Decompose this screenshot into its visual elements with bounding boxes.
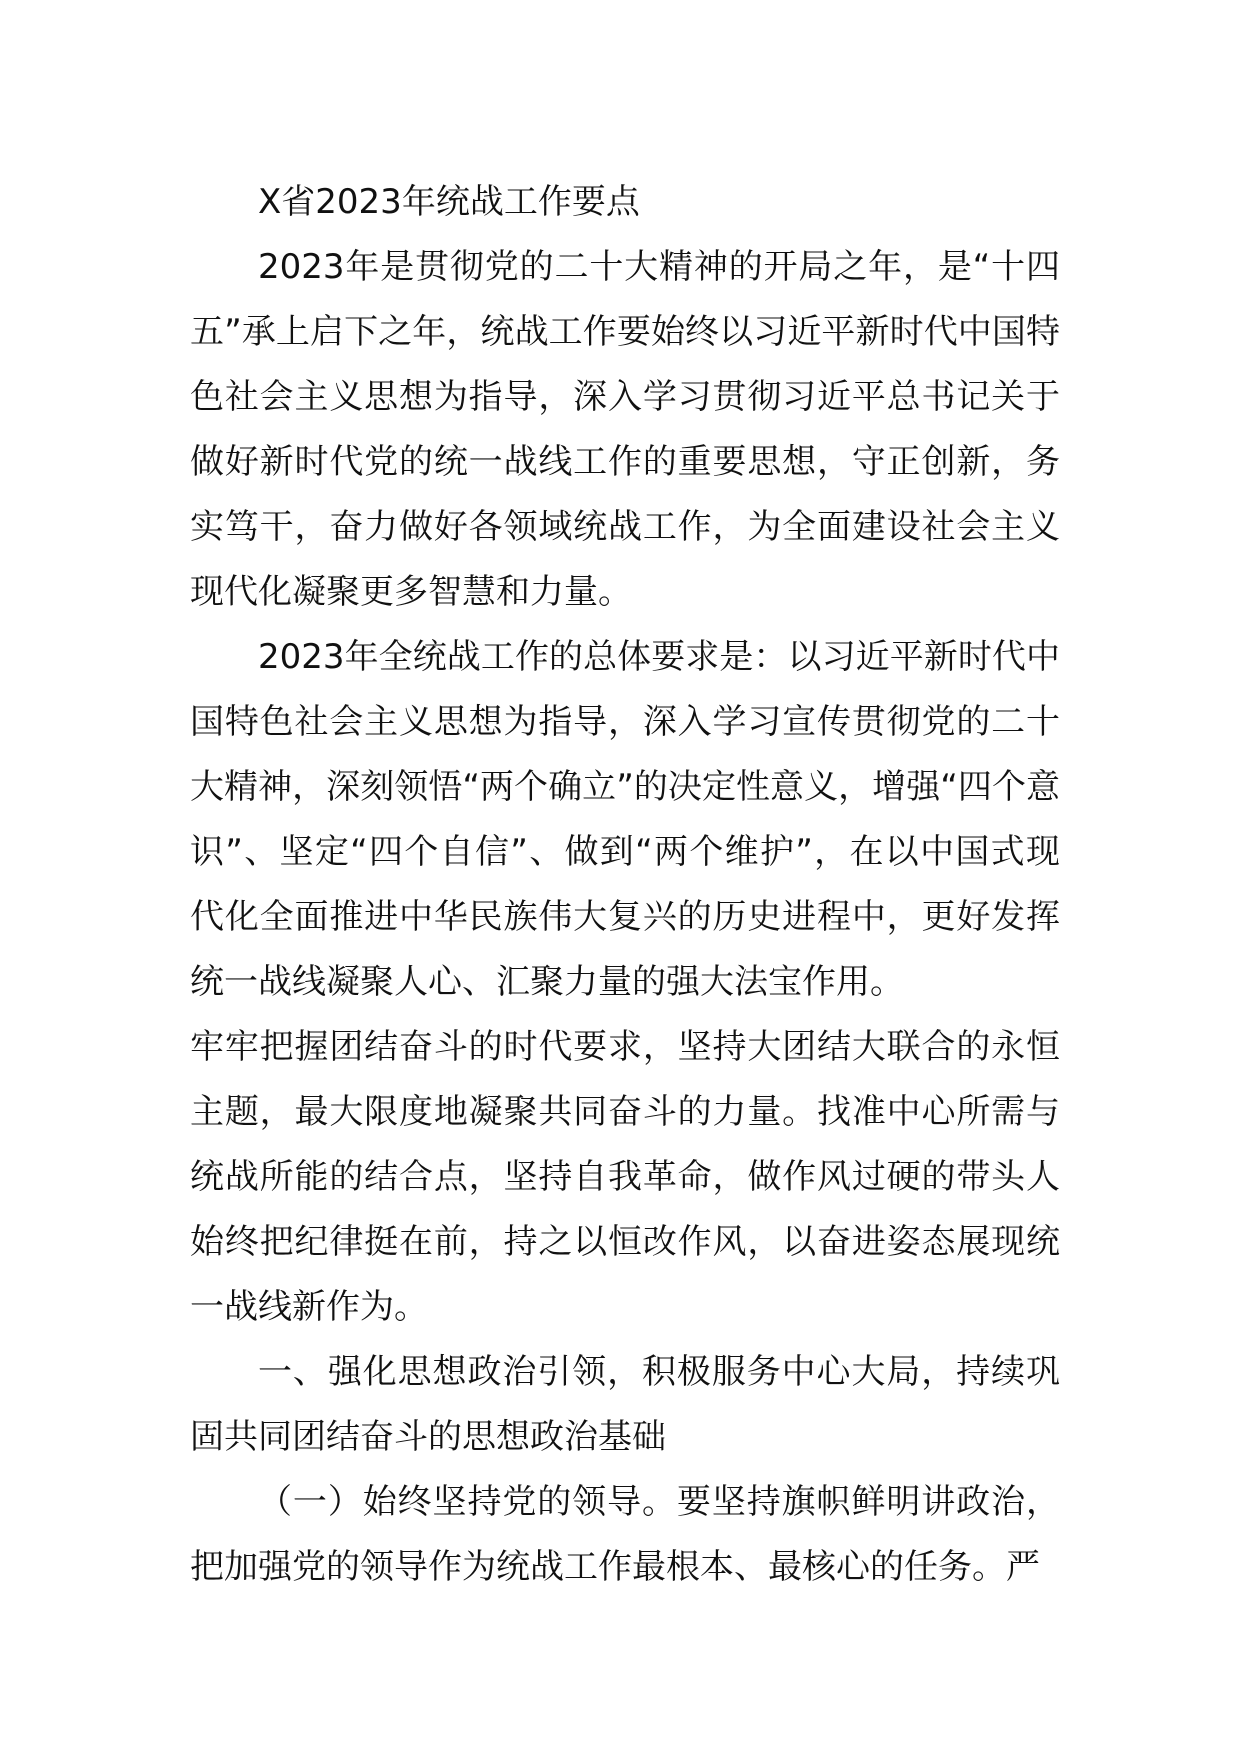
document-title: X省2023年统战工作要点: [258, 182, 640, 222]
paragraph-section-1-1: （一）始终坚持党的领导。要坚持旗帜鲜明讲政治，把加强党的领导作为统战工作最根本、最核心的任务。严: [190, 1482, 1060, 1587]
paragraph-intro: 2023年是贯彻党的二十大精神的开局之年，是“十四五”承上启下之年，统战工作要始终以习近平新时代中国特色社会主义思想为指导，深入学习贯彻习近平总书记关于做好新时代党的统一战线工作的重要思想，守正创新，务实笃干，奋力做好各领域统战工作，为全面建设社会主义现代化凝聚更多智慧和力量。: [190, 247, 1060, 612]
paragraph-unity: 牢牢把握团结奋斗的时代要求，坚持大团结大联合的永恒主题，最大限度地凝聚共同奋斗的力量。找准中心所需与统战所能的结合点，坚持自我革命，做作风过硬的带头人始终把纪律挺在前，持之以恒改作风，以奋进姿态展现统一战线新作为。: [190, 1027, 1060, 1327]
section-heading-1: 一、强化思想政治引领，积极服务中心大局，持续巩固共同团结奋斗的思想政治基础: [190, 1352, 1060, 1457]
paragraph-general-requirements: 2023年全统战工作的总体要求是：以习近平新时代中国特色社会主义思想为指导，深入学习宣传贯彻党的二十大精神，深刻领悟“两个确立”的决定性意义，增强“四个意识”、坚定“四个自信”、做到“两个维护”，在以中国式现代化全面推进中华民族伟大复兴的历史进程中，更好发挥统一战线凝聚人心、汇聚力量的强大法宝作用。: [190, 637, 1060, 1002]
document-page: [190, 170, 1060, 1600]
